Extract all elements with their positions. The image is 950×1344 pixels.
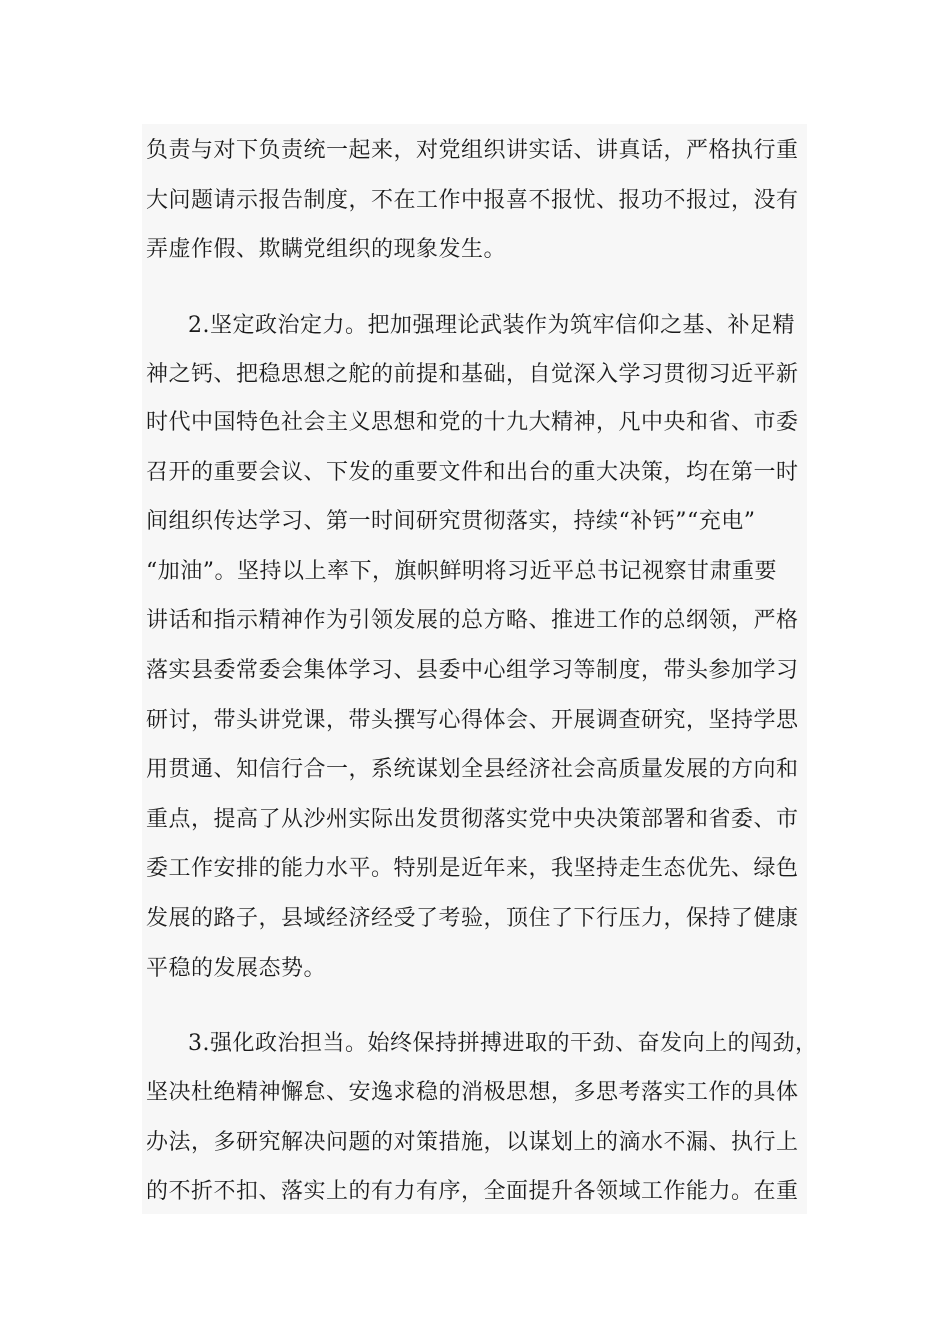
paragraph-heading-3: 3.强化政治担当。始终保持拼搏进取的干劲、奋发向上的闯劲，: [188, 1031, 818, 1056]
text-line: 落实县委常委会集体学习、县委中心组学习等制度，带头参加学习: [146, 658, 799, 683]
text-line: 的不折不扣、落实上的有力有序，全面提升各领域工作能力。在重: [146, 1179, 799, 1204]
text-line: 办法，多研究解决问题的对策措施，以谋划上的滴水不漏、执行上: [146, 1130, 799, 1155]
text-line: 神之钙、把稳思想之舵的前提和基础，自觉深入学习贯彻习近平新: [146, 362, 799, 387]
text-line: 委工作安排的能力水平。特别是近年来，我坚持走生态优先、绿色: [146, 856, 799, 881]
text-line: 坚决杜绝精神懈怠、安逸求稳的消极思想，多思考落实工作的具体: [146, 1080, 799, 1105]
text-line: 发展的路子，县域经济经受了考验，顶住了下行压力，保持了健康: [146, 906, 799, 931]
text-line: 研讨，带头讲党课，带头撰写心得体会、开展调查研究，坚持学思: [146, 708, 799, 733]
text-line: 平稳的发展态势。: [146, 956, 327, 981]
text-line: 弄虚作假、欺瞒党组织的现象发生。: [146, 237, 507, 262]
text-line: 用贯通、知信行合一，系统谋划全县经济社会高质量发展的方向和: [146, 757, 799, 782]
text-line: “加油”。坚持以上率下，旗帜鲜明将习近平总书记视察甘肃重要: [146, 559, 777, 584]
text-line: 讲话和指示精神作为引领发展的总方略、推进工作的总纲领，严格: [146, 608, 799, 633]
text-line: 负责与对下负责统一起来，对党组织讲实话、讲真话，严格执行重: [146, 138, 799, 163]
text-line: 重点，提高了从沙州实际出发贯彻落实党中央决策部署和省委、市: [146, 807, 799, 832]
text-line: 时代中国特色社会主义思想和党的十九大精神，凡中央和省、市委: [146, 410, 799, 435]
paragraph-heading-2: 2.坚定政治定力。把加强理论武装作为筑牢信仰之基、补足精: [188, 313, 795, 338]
document-page: [142, 124, 818, 1214]
text-line: 大问题请示报告制度，不在工作中报喜不报忧、报功不报过，没有: [146, 188, 799, 213]
text-line: 召开的重要会议、下发的重要文件和出台的重大决策，均在第一时: [146, 460, 799, 485]
text-line: 间组织传达学习、第一时间研究贯彻落实，持续“补钙”“充电”: [146, 509, 756, 534]
